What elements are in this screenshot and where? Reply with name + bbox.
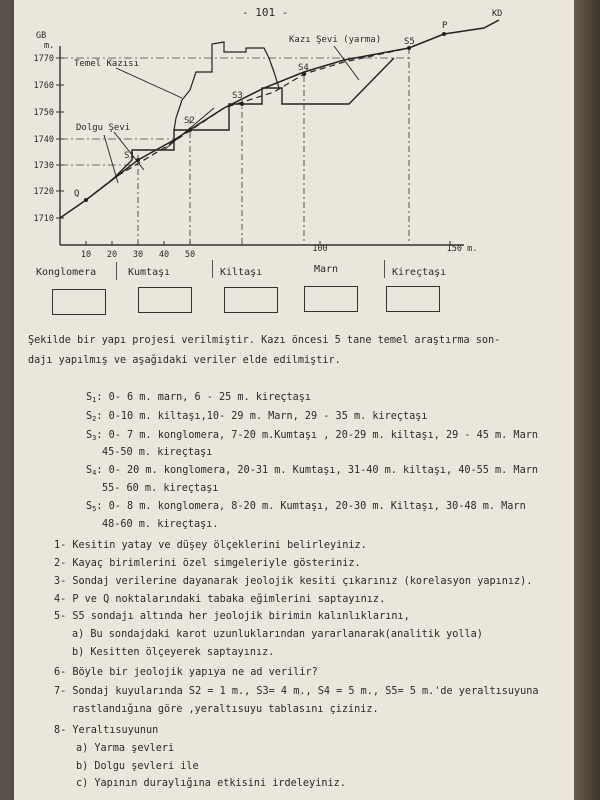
y-tick-label: 1720	[33, 187, 54, 197]
borehole-row: 48-60 m. kireçtaşı.	[102, 519, 219, 530]
legend-label-konglomera: Konglomera	[36, 267, 97, 278]
borehole-s5-label: S5	[404, 37, 415, 47]
temel-kazisi-label: Temel Kazısı	[74, 59, 140, 69]
y-tick-label: 1750	[33, 108, 54, 118]
x-tick-label: 20	[106, 250, 118, 260]
question-line: 2- Kayaç birimlerini özel simgeleriyle gösteriniz.	[54, 558, 361, 569]
question-line: b) Kesitten ölçeyerek saptayınız.	[72, 647, 275, 658]
borehole-row: $S_3$: 0- 7 m. konglomera, 7-20 m.Kumtaşı , 20-29 m. kiltaşı, 29 - 45 m. Marn	[86, 430, 538, 442]
legend-divider	[384, 260, 385, 278]
borehole-s2-label: S2	[184, 116, 195, 126]
question-line: 8- Yeraltısuyunun	[54, 725, 159, 736]
legend-swatch-kiltasi	[224, 287, 278, 313]
borehole-row: $S_5$: 0- 8 m. konglomera, 8-20 m. Kumtaşı, 20-30 m. Kiltaşı, 30-48 m. Marn	[86, 501, 526, 513]
background-edge	[574, 0, 600, 800]
question-line: 7- Sondaj kuyularında S2 = 1 m., S3= 4 m., S4 = 5 m., S5= 5 m.'de yeraltısuyuna	[54, 686, 539, 697]
cross-section-figure	[14, 0, 574, 260]
borehole-row: 45-50 m. kireçtaşı	[102, 447, 213, 458]
legend-label-kirectasi: Kireçtaşı	[392, 267, 447, 278]
legend-label-kumtasi: Kumtaşı	[128, 267, 171, 278]
legend-label-kiltasi: Kiltaşı	[220, 267, 263, 278]
legend-swatch-konglomera	[52, 289, 106, 315]
datum-label: GB	[36, 31, 47, 41]
borehole-row: $S_1$: 0- 6 m. marn, 6 - 25 m. kireçtaşı	[86, 392, 312, 404]
x-tick-label: 100	[312, 244, 328, 254]
x-tick-label: 30	[132, 250, 144, 260]
document-page	[14, 0, 574, 800]
borehole-row: 55- 60 m. kireçtaşı	[102, 483, 219, 494]
question-line: a) Yarma şevleri	[76, 743, 175, 754]
x-tick-label: 150 m.	[446, 244, 478, 254]
question-line: 3- Sondaj verilerine dayanarak jeolojik kesiti çıkarınız (korelasyon yapınız).	[54, 576, 533, 587]
borehole-row: $S_4$: 0- 20 m. konglomera, 20-31 m. Kumtaşı, 31-40 m. kiltaşı, 40-55 m. Marn	[86, 465, 538, 477]
direction-label: KD	[492, 9, 503, 19]
y-tick-label: 1740	[33, 135, 54, 145]
dolgu-sevi-label: Dolgu Şevi	[76, 123, 131, 133]
x-tick-label: 50	[184, 250, 196, 260]
borehole-s1-label: S1	[124, 151, 135, 161]
y-tick-label: 1770	[33, 54, 54, 64]
point-q-label: Q	[74, 189, 80, 199]
legend-divider	[212, 260, 213, 278]
point-p-label: P	[442, 21, 448, 31]
borehole-s4-label: S4	[298, 63, 309, 73]
legend-divider	[116, 262, 117, 280]
y-tick-label: 1760	[33, 81, 54, 91]
intro-line: Şekilde bir yapı projesi verilmiştir. Kazı öncesi 5 tane temel araştırma son-	[28, 335, 501, 346]
question-line: b) Dolgu şevleri ile	[76, 761, 199, 772]
question-line: 1- Kesitin yatay ve düşey ölçeklerini belirleyiniz.	[54, 540, 367, 551]
question-line: rastlandığına göre ,yeraltısuyu tablasını çiziniz.	[72, 704, 379, 715]
y-tick-label: 1730	[33, 161, 54, 171]
legend-label-marn: Marn	[314, 264, 339, 275]
intro-line: dajı yapılmış ve aşağıdaki veriler elde edilmiştir.	[28, 355, 341, 366]
y-tick-label: 1710	[33, 214, 54, 224]
legend-swatch-kirectasi	[386, 286, 440, 312]
x-tick-label: 10	[80, 250, 92, 260]
y-unit-label: m.	[44, 41, 55, 51]
question-line: 5- S5 sondajı altında her jeolojik birimin kalınlıklarını,	[54, 611, 410, 622]
borehole-row: $S_2$: 0-10 m. kiltaşı,10- 29 m. Marn, 29 - 35 m. kireçtaşı	[86, 411, 428, 423]
page-number: - 101 -	[242, 6, 289, 19]
borehole-s3-label: S3	[232, 91, 243, 101]
x-tick-label: 40	[158, 250, 170, 260]
legend-swatch-kumtasi	[138, 287, 192, 313]
question-line: 4- P ve Q noktalarındaki tabaka eğimlerini saptayınız.	[54, 594, 386, 605]
question-line: 6- Böyle bir jeolojik yapıya ne ad verilir?	[54, 667, 318, 678]
legend-swatch-marn	[304, 286, 358, 312]
question-line: c) Yapının duraylığına etkisini irdeleyiniz.	[76, 778, 346, 789]
kazi-sevi-label: Kazı Şevi (yarma)	[289, 35, 382, 45]
question-line: a) Bu sondajdaki karot uzunluklarından yararlanarak(analitik yolla)	[72, 629, 483, 640]
